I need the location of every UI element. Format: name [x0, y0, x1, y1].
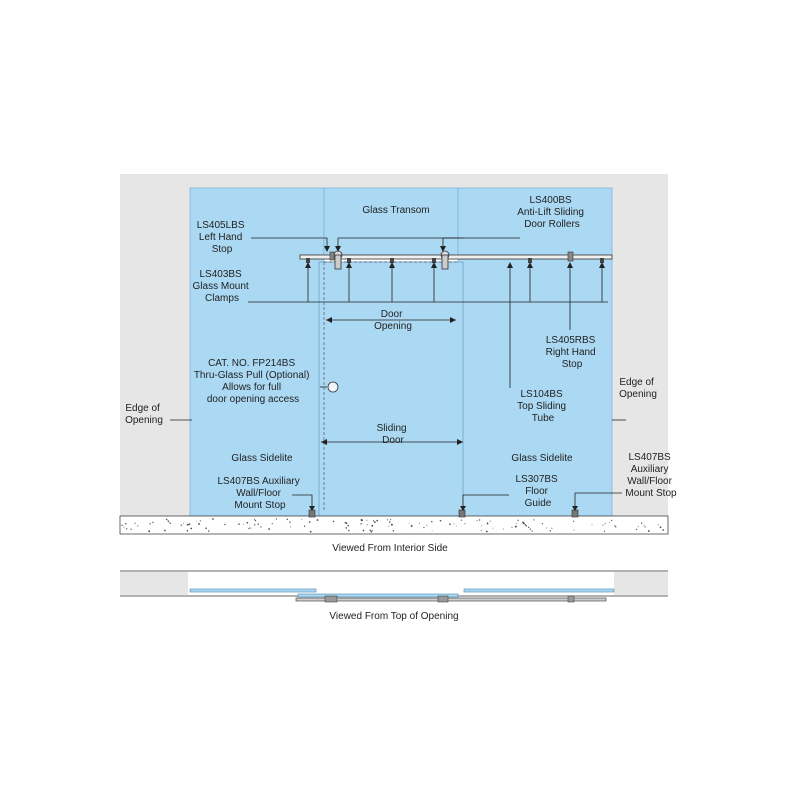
top-sliding-tube [300, 255, 612, 259]
sliding-door-glass [319, 262, 463, 516]
top-view-sliding-door [298, 594, 458, 597]
right-aux-stop [572, 510, 578, 517]
top-view-right-sidelite [464, 589, 614, 592]
ls400-label: LS400BS Anti-Lift Sliding Door Rollers [517, 195, 584, 230]
edge-of-opening-left-label: Edge of Opening [125, 403, 163, 426]
ls405r-label: LS405RBS Right Hand Stop [545, 335, 596, 370]
caption-interior: Viewed From Interior Side [332, 543, 448, 554]
glass-transom-label: Glass Transom [362, 205, 430, 216]
ls403-label: LS403BS Glass Mount Clamps [192, 269, 249, 304]
top-view [120, 571, 668, 602]
fp214-label: CAT. NO. FP214BS Thru-Glass Pull (Optional) Allows for full door opening access [193, 358, 310, 405]
left-aux-stop [309, 510, 315, 517]
transom-glass [324, 188, 458, 258]
ls104-label: LS104BS Top Sliding Tube [517, 389, 567, 424]
top-view-sliding-tube [296, 598, 606, 601]
ls405l-label: LS405LBS Left Hand Stop [196, 220, 245, 255]
ls307-label: LS307BS Floor Guide [515, 474, 558, 509]
caption-top: Viewed From Top of Opening [329, 611, 459, 622]
right-hand-stop [568, 252, 573, 261]
top-view-left-wall [120, 572, 188, 595]
edge-of-opening-right-label: Edge of Opening [619, 377, 657, 400]
sidelite-left-label: Glass Sidelite [231, 453, 293, 464]
ls407-left-label: LS407BS Auxiliary Wall/Floor Mount Stop [217, 476, 300, 511]
left-hand-stop [330, 252, 334, 260]
sidelite-right-label: Glass Sidelite [511, 453, 573, 464]
top-wall [120, 174, 668, 188]
thru-glass-pull [328, 382, 338, 392]
door-opening-label: Door Opening [374, 309, 412, 332]
top-view-left-sidelite [190, 589, 316, 592]
top-view-right-wall [614, 572, 668, 595]
left-wall [120, 174, 190, 516]
ls407-right-label: LS407BS Auxiliary Wall/Floor Mount Stop [625, 452, 677, 499]
sliding-door-label: Sliding Door [376, 423, 407, 446]
floor-guide [459, 510, 465, 517]
